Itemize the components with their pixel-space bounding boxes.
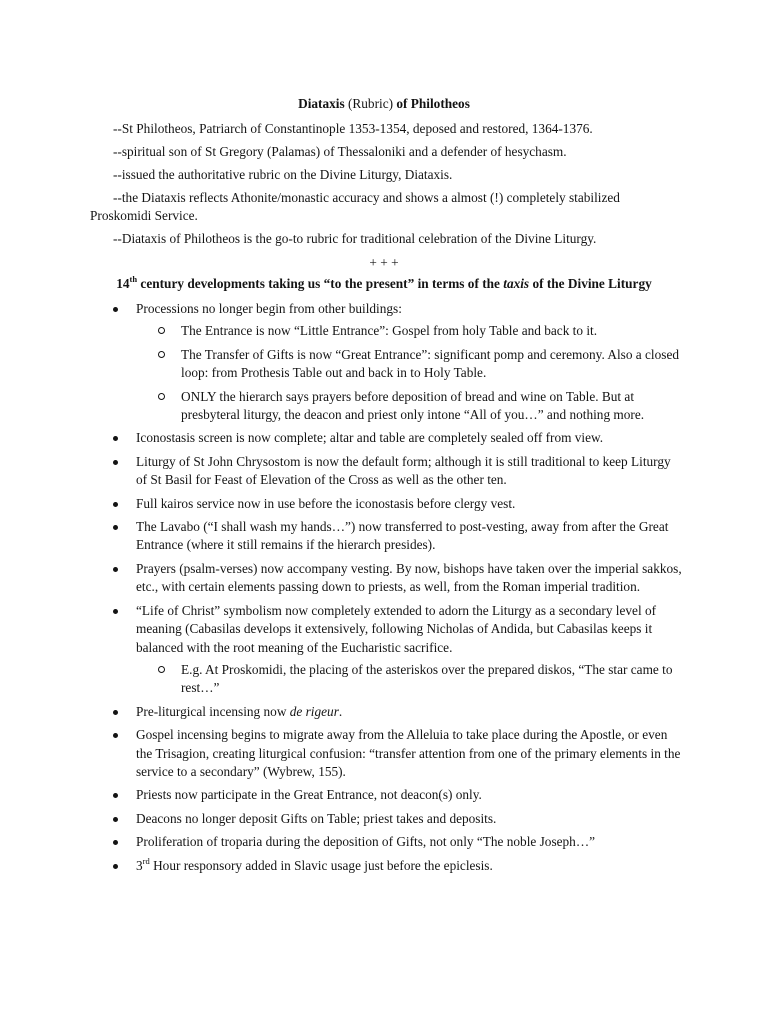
circle-bullet-icon xyxy=(158,666,165,673)
intro-line: --issued the authoritative rubric on the Divine Liturgy, Diataxis. xyxy=(113,167,453,182)
sub-list-item: The Entrance is now “Little Entrance”: Gospel from holy Table and back to it. xyxy=(158,322,683,340)
list-item: Deacons no longer deposit Gifts on Table; priest takes and deposits. xyxy=(113,810,683,828)
list-item: Proliferation of troparia during the deposition of Gifts, not only “The noble Joseph…” xyxy=(113,833,683,851)
title-main: Diataxis xyxy=(298,96,345,111)
intro-line: --the Diataxis reflects Athonite/monastic accuracy and shows a almost (!) completely stabilized Proskomidi Service. xyxy=(90,190,620,224)
heading-italic: taxis xyxy=(503,276,530,291)
bullet-icon xyxy=(113,307,118,312)
intro-line: --St Philotheos, Patriarch of Constantinople 1353-1354, deposed and restored, 1364-1376. xyxy=(113,121,593,136)
bullet-icon xyxy=(113,817,118,822)
heading-number: 14 xyxy=(116,276,130,291)
heading-text: century developments taking us “to the present” in terms of the xyxy=(137,276,504,291)
list-item: 3rd Hour responsory added in Slavic usage just before the epiclesis. xyxy=(113,857,683,875)
list-item: Pre-liturgical incensing now de rigeur. xyxy=(113,703,683,721)
bullet-icon xyxy=(113,733,118,738)
bullet-icon xyxy=(113,840,118,845)
bullet-icon xyxy=(113,567,118,572)
bullet-icon xyxy=(113,460,118,465)
heading-text-end: of the Divine Liturgy xyxy=(529,276,652,291)
list-item: Iconostasis screen is now complete; altar and table are completely sealed off from view. xyxy=(113,429,683,447)
bullet-icon xyxy=(113,502,118,507)
title-end: of Philotheos xyxy=(396,96,470,111)
circle-bullet-icon xyxy=(158,327,165,334)
list-item: Processions no longer begin from other buildings: The Entrance is now “Little Entrance”: Gospel from holy Table and back to it. The Transfer of Gifts is now “Great Entrance”: significant pomp and ceremony. Also a closed loop: from Prothesis Table out and back in to Holy Table. ONLY the hierarch says prayers before deposition of bread and wine on Table. But at presbyteral liturgy, the deacon and priest only intone “All of you…” and nothing more. xyxy=(113,300,683,424)
document-title xyxy=(0,95,768,113)
circle-bullet-icon xyxy=(158,393,165,400)
bullet-icon xyxy=(113,525,118,530)
circle-bullet-icon xyxy=(158,351,165,358)
sub-list-item: The Transfer of Gifts is now “Great Entrance”: significant pomp and ceremony. Also a closed loop: from Prothesis Table out and back in to Holy Table. xyxy=(158,346,683,383)
bullet-icon xyxy=(113,864,118,869)
sub-list xyxy=(158,661,683,698)
title-paren: (Rubric) xyxy=(347,96,394,111)
bullet-icon xyxy=(113,793,118,798)
sub-list-item: E.g. At Proskomidi, the placing of the asteriskos over the prepared diskos, “The star came to rest…” xyxy=(158,661,683,698)
list-item: Gospel incensing begins to migrate away from the Alleluia to take place during the Apostle, or even the Trisagion, creating liturgical confusion: “transfer attention from one of the primary elements in the service to a secondary” (Wybrew, 155). xyxy=(113,726,683,781)
sub-list-item: ONLY the hierarch says prayers before deposition of bread and wine on Table. But at presbyteral liturgy, the deacon and priest only intone “All of you…” and nothing more. xyxy=(158,388,683,425)
heading-ordinal: th xyxy=(129,274,138,284)
list-item: Liturgy of St John Chrysostom is now the default form; although it is still traditional to keep Liturgy of St Basil for Feast of Elevation of the Cross as well as the other ten. xyxy=(113,453,683,490)
section-heading xyxy=(0,275,768,293)
list-item: Priests now participate in the Great Entrance, not deacon(s) only. xyxy=(113,786,683,804)
bullet-icon xyxy=(113,609,118,614)
intro-line: --Diataxis of Philotheos is the go-to rubric for traditional celebration of the Divine Liturgy. xyxy=(113,231,597,246)
list-item: The Lavabo (“I shall wash my hands…”) now transferred to post-vesting, away from after the Great Entrance (where it still remains if the hierarch presides). xyxy=(113,518,683,555)
section-separator: + + + xyxy=(369,255,399,270)
sub-list xyxy=(158,322,683,424)
list-item: “Life of Christ” symbolism now completely extended to adorn the Liturgy as a secondary level of meaning (Cabasilas develops it extensively, following Nicholas of Andida, but Cabasilas keeps it balanced with the root meaning of the Eucharistic sacrifice. E.g. At Proskomidi, the placing of the asteriskos over the prepared diskos, “The star came to rest…” xyxy=(113,602,683,698)
bullet-icon xyxy=(113,436,118,441)
list-item: Full kairos service now in use before the iconostasis before clergy vest. xyxy=(113,495,683,513)
intro-line: --spiritual son of St Gregory (Palamas) of Thessaloniki and a defender of hesychasm. xyxy=(113,144,567,159)
developments-list xyxy=(113,300,683,880)
bullet-icon xyxy=(113,710,118,715)
list-item: Prayers (psalm-verses) now accompany vesting. By now, bishops have taken over the imperial sakkos, etc., with certain elements passing down to priests, as well, from the Roman imperial tradition. xyxy=(113,560,683,597)
